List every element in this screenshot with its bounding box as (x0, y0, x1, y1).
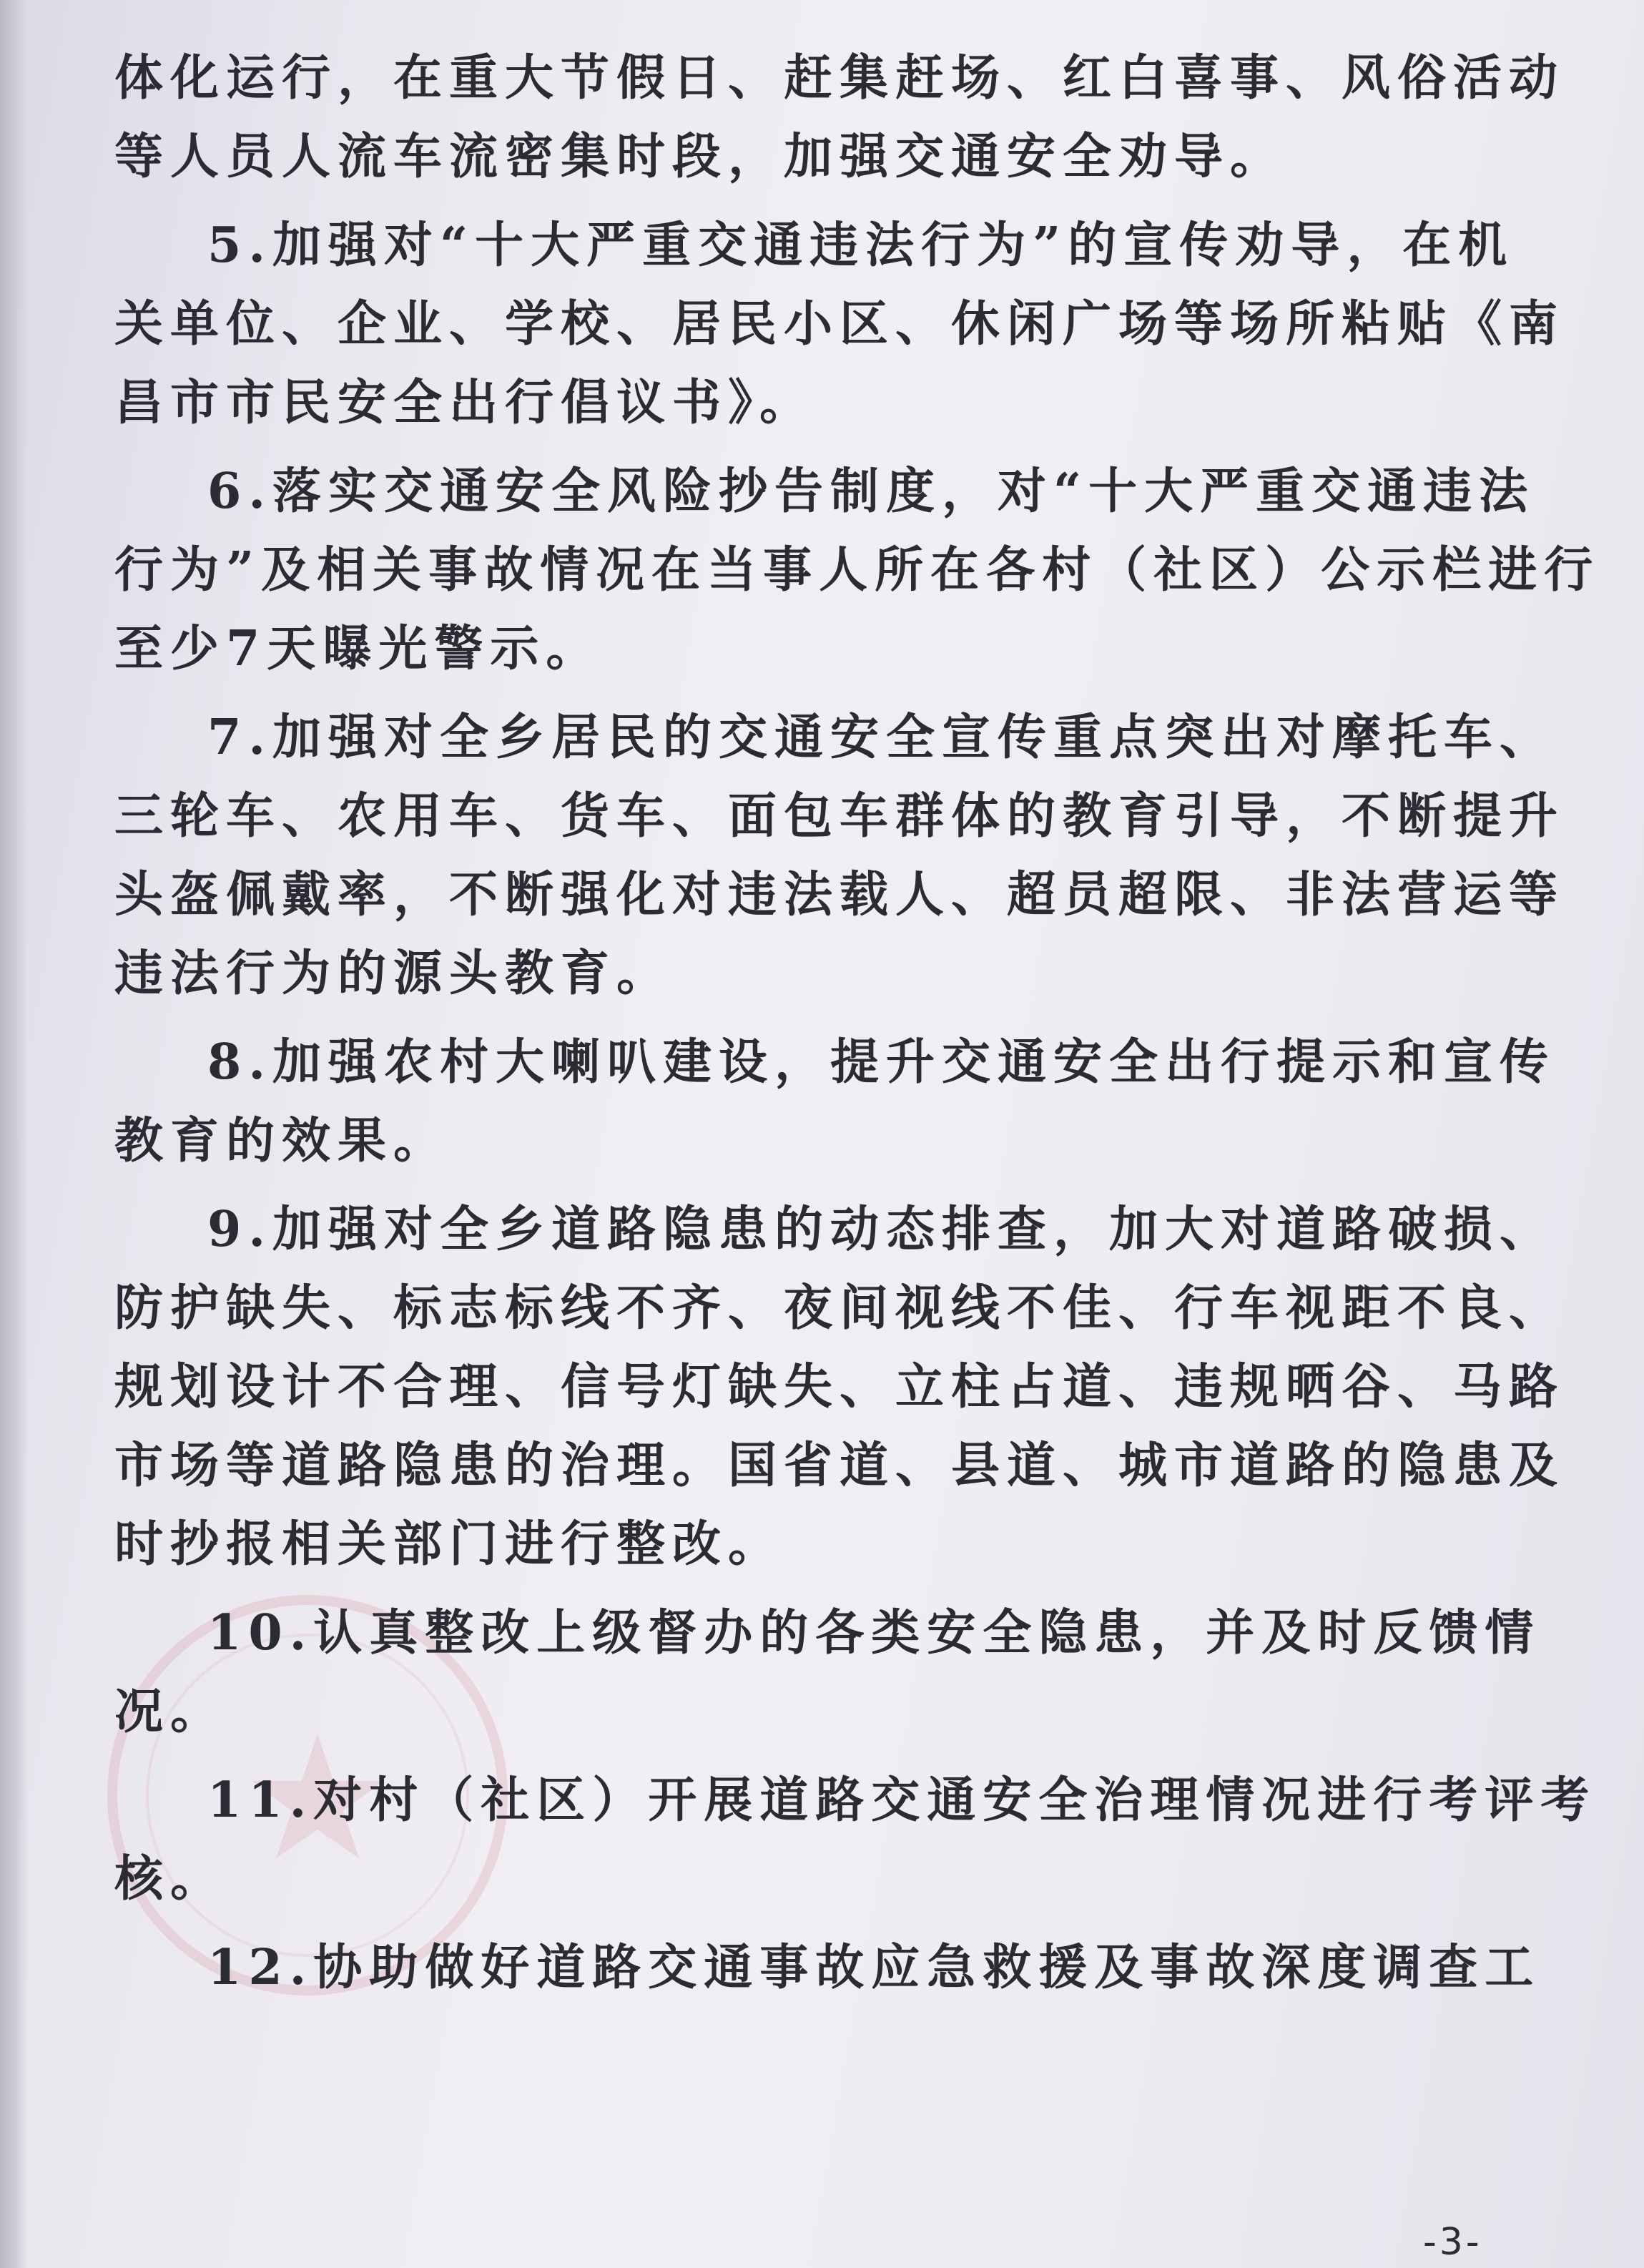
text-line: 三轮车、农用车、货车、面包车群体的教育引导，不断提升 (114, 787, 1565, 845)
paragraph-item-9 (114, 1190, 1565, 1584)
text-line: 核。 (114, 1850, 227, 1908)
text-line: 违法行为的源头教育。 (114, 945, 673, 1002)
paragraph-item-12 (114, 1928, 1541, 2007)
text-line: 市场等道路隐患的治理。国省道、县道、城市道路的隐患及 (114, 1437, 1565, 1494)
page-number: -3- (1423, 2221, 1482, 2264)
text-line: 教育的效果。 (114, 1112, 450, 1169)
text-line: 防护缺失、标志标线不齐、夜间视线不佳、行车视距不良、 (114, 1280, 1565, 1337)
paragraph-item-10 (114, 1594, 1541, 1751)
text-line: 8.加强农村大喇叭建设，提升交通安全出行提示和宣传 (207, 1034, 1555, 1091)
paragraph-item-6 (114, 452, 1600, 688)
text-line: 等人员人流车流密集时段，加强交通安全劝导。 (114, 128, 1286, 185)
text-line: 时抄报相关部门进行整改。 (114, 1516, 784, 1573)
paragraph-item-5 (114, 206, 1565, 442)
text-line: 10.认真整改上级督办的各类安全隐患，并及时反馈情 (207, 1604, 1541, 1661)
text-line: 规划设计不合理、信号灯缺失、立柱占道、违规晒谷、马路 (114, 1358, 1565, 1415)
text-line: 11.对村（社区）开展道路交通安全治理情况进行考评考 (207, 1772, 1597, 1829)
paragraph-item-8 (114, 1023, 1555, 1180)
text-line: 至少7天曝光警示。 (114, 620, 602, 677)
text-line: 昌市市民安全出行倡议书》。 (114, 374, 816, 431)
text-line: 头盔佩戴率，不断强化对违法载人、超员超限、非法营运等 (114, 866, 1565, 923)
text-line: 6.落实交通安全风险抄告制度，对“十大严重交通违法 (207, 463, 1535, 520)
text-line: 行为”及相关事故情况在当事人所在各村（社区）公示栏进行 (114, 541, 1600, 599)
paragraph-item-7 (114, 698, 1565, 1013)
text-line: 关单位、企业、学校、居民小区、休闲广场等场所粘贴《南 (114, 295, 1565, 353)
paragraph-continuation (114, 39, 1565, 196)
page-edge-shadow (0, 0, 29, 2268)
text-line: 7.加强对全乡居民的交通安全宣传重点突出对摩托车、 (207, 709, 1555, 766)
text-line: 12.协助做好道路交通事故应急救援及事故深度调查工 (207, 1939, 1541, 1996)
text-line: 9.加强对全乡道路隐患的动态排查，加大对道路破损、 (207, 1201, 1555, 1258)
paragraph-item-11 (114, 1761, 1597, 1918)
text-line: 体化运行，在重大节假日、赶集赶场、红白喜事、风俗活动 (114, 49, 1565, 107)
text-line: 况。 (114, 1683, 227, 1740)
text-line: 5.加强对“十大严重交通违法行为”的宣传劝导，在机 (207, 217, 1515, 274)
document-body (114, 29, 1600, 2007)
